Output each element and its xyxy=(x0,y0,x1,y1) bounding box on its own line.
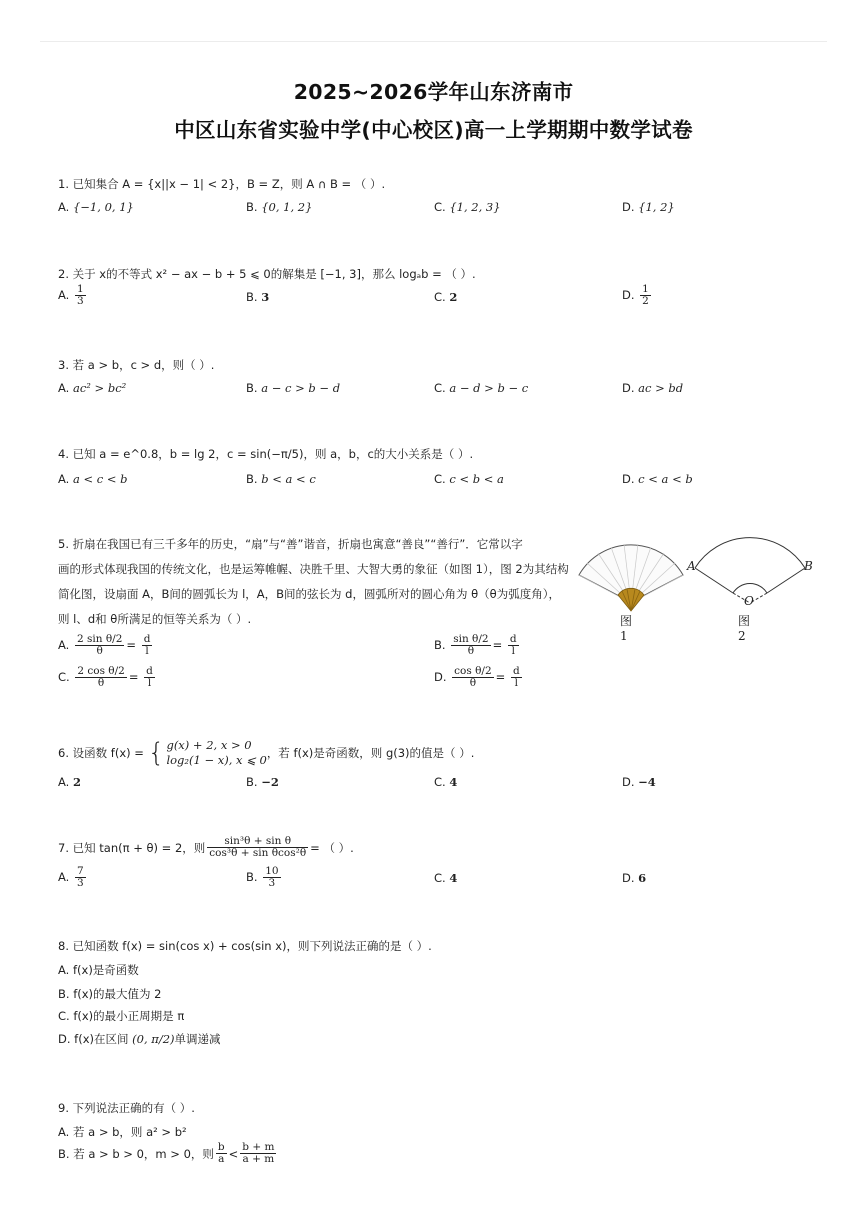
q9-option-b[interactable] xyxy=(58,1142,278,1165)
option-letter: B. xyxy=(246,472,258,486)
q8-option-a[interactable] xyxy=(58,962,139,978)
numerator: 2 sin θ/2 xyxy=(76,633,123,645)
option-text: 4 xyxy=(449,775,458,789)
option-text: 2 xyxy=(72,775,81,789)
q5-line: 画的形式体现我国的传统文化，也是运筹帷幄、决胜千里、大智大勇的象征（如图 1），图 2为其结构 xyxy=(58,562,569,576)
option-text: 若 a > b > 0，m > 0，则 xyxy=(73,1146,214,1161)
q5-line: 简化图，设扇面 A，B间的圆弧长为 l，A，B间的弦长为 d，圆弧所对的圆心角为 θ（θ为弧度角）， xyxy=(58,587,560,601)
option-text: f(x)是奇函数 xyxy=(72,963,139,977)
q2-option-d[interactable] xyxy=(622,284,653,307)
question-9-stem: 9. 下列说法正确的有（ ）. xyxy=(58,1101,195,1115)
option-letter: A. xyxy=(58,775,70,789)
q8-option-d[interactable] xyxy=(58,1031,221,1047)
q4-option-d[interactable] xyxy=(622,472,693,486)
option-text: c < a < b xyxy=(638,472,693,486)
denominator: θ xyxy=(467,645,475,658)
denominator: θ xyxy=(97,677,105,690)
q4-option-c[interactable] xyxy=(434,472,504,486)
q7-option-d[interactable] xyxy=(622,871,646,885)
option-letter: C. xyxy=(58,1009,70,1023)
q9-option-a[interactable] xyxy=(58,1124,187,1140)
q2-option-c[interactable] xyxy=(434,290,457,304)
option-text: {1, 2} xyxy=(638,200,675,214)
question-1-stem: 1. 已知集合 A = {x||x − 1| < 2}，B = Z，则 A ∩ B = （ ）. xyxy=(58,177,386,191)
option-text: 若 a > b，则 a² > b² xyxy=(72,1125,187,1139)
fraction xyxy=(508,634,519,657)
top-divider xyxy=(40,41,827,42)
q1-option-c[interactable] xyxy=(434,200,501,214)
option-letter: B. xyxy=(246,200,258,214)
fan-figure-1 xyxy=(579,544,683,611)
numerator: 1 xyxy=(76,283,84,295)
option-letter: B. xyxy=(434,638,446,653)
denominator: a + m xyxy=(242,1153,275,1166)
option-text: f(x)在区间 xyxy=(74,1032,129,1046)
numerator: d xyxy=(146,665,153,677)
q6-option-c[interactable] xyxy=(434,775,457,789)
numerator: sin θ/2 xyxy=(453,633,489,645)
q8-option-c[interactable] xyxy=(58,1008,184,1024)
option-text: −4 xyxy=(638,775,656,789)
interval: (0, π/2) xyxy=(132,1032,175,1046)
option-letter: C. xyxy=(434,290,446,304)
option-letter: D. xyxy=(622,775,635,789)
fraction xyxy=(142,634,153,657)
q6-option-b[interactable] xyxy=(246,775,279,789)
numerator: b xyxy=(217,1141,225,1153)
q2-option-a[interactable] xyxy=(58,284,88,307)
option-text: {0, 1, 2} xyxy=(261,200,313,214)
q6-option-a[interactable] xyxy=(58,775,81,789)
q5-option-d[interactable]: D. $\frac{\text{cos θ/2}}{\theta}$ = $\frac{d}{l}$ xyxy=(434,665,520,690)
denominator: l xyxy=(514,677,518,690)
numerator: d xyxy=(509,633,517,645)
option-text: ac² > bc² xyxy=(72,381,127,395)
option-text-suffix: 单调递减 xyxy=(174,1032,221,1046)
q3-option-d[interactable] xyxy=(622,381,683,395)
option-letter: A. xyxy=(58,472,70,486)
q7-stem-suffix: = （ ）. xyxy=(310,840,354,855)
q5-option-b[interactable]: B. $\frac{\text{sin θ/2}}{\theta}$ = $\frac{d}{l}$ xyxy=(434,633,517,658)
option-letter: C. xyxy=(434,871,446,885)
option-letter: D. xyxy=(622,381,635,395)
question-2-stem: 2. 关于 x的不等式 x² − ax − b + 5 ⩽ 0的解集是 [−1, 3]，那么 logₐb = （ ）. xyxy=(58,267,476,281)
q6-option-d[interactable] xyxy=(622,775,656,789)
option-letter: C. xyxy=(434,200,446,214)
option-letter: A. xyxy=(58,381,70,395)
option-letter: D. xyxy=(622,472,635,486)
denominator: 3 xyxy=(76,295,84,308)
q8-option-b[interactable] xyxy=(58,986,162,1002)
q3-option-a[interactable] xyxy=(58,381,126,395)
denominator: l xyxy=(145,645,149,658)
option-letter: D. xyxy=(622,288,635,303)
option-letter: A. xyxy=(58,638,70,653)
numerator: 2 cos θ/2 xyxy=(77,665,125,677)
question-8-stem: 8. 已知函数 f(x) = sin(cos x) + cos(sin x)，则下列说法正确的是（ ）. xyxy=(58,939,432,953)
q6-stem-prefix: 6. 设函数 f(x) = xyxy=(58,746,144,760)
option-letter: D. xyxy=(622,871,635,885)
option-text: 2 xyxy=(449,290,458,304)
option-letter: C. xyxy=(434,381,446,395)
numerator: d xyxy=(143,633,151,645)
option-letter: B. xyxy=(246,775,258,789)
q1-option-b[interactable] xyxy=(246,200,312,214)
case-1: g(x) + 2, x > 0 xyxy=(166,738,252,752)
numerator: d xyxy=(512,665,520,677)
denominator: θ xyxy=(469,677,477,690)
fraction xyxy=(511,666,522,689)
title-line-1: 2025~2026学年山东济南市 xyxy=(293,80,574,104)
q7-option-c[interactable] xyxy=(434,871,457,885)
question-4-stem: 4. 已知 a = e^0.8，b = lg 2，c = sin(−π/5)，则 a，b，c的大小关系是（ ）. xyxy=(58,447,474,461)
q2-option-b[interactable] xyxy=(246,290,269,304)
q6-stem-suffix: ，若 f(x)是奇函数，则 g(3)的值是（ ）. xyxy=(266,746,475,760)
fraction xyxy=(207,836,308,859)
option-text: b < a < c xyxy=(261,472,316,486)
denominator: 3 xyxy=(268,877,276,890)
option-letter: C. xyxy=(434,472,446,486)
option-letter: A. xyxy=(58,200,70,214)
less-than: < xyxy=(228,1146,239,1161)
case-2: log₂(1 − x), x ⩽ 0 xyxy=(166,753,267,767)
figure-1-caption: 图1 xyxy=(620,614,633,643)
fraction xyxy=(75,284,86,307)
option-text: a − c > b − d xyxy=(261,381,341,395)
numerator: sin³θ + sin θ xyxy=(207,836,308,848)
option-text: f(x)的最大值为 2 xyxy=(73,987,162,1001)
q1-option-d[interactable] xyxy=(622,200,675,214)
q7-option-a[interactable] xyxy=(58,866,88,889)
q5-option-c[interactable]: C. $\frac{\text{2 cos θ/2}}{\theta}$ = $\frac{d}{l}$ xyxy=(58,665,153,690)
question-7-stem xyxy=(58,836,354,859)
denominator: l xyxy=(511,645,515,658)
q5-option-a[interactable]: A. $\frac{\text{2 sin θ/2}}{\theta}$ = $\frac{d}{l}$ xyxy=(58,633,151,658)
numerator: cos θ/2 xyxy=(454,665,492,677)
option-text: f(x)的最小正周期是 π xyxy=(73,1009,185,1023)
brace: { xyxy=(147,738,165,768)
fraction xyxy=(263,866,280,889)
point-b-label: B xyxy=(804,559,813,573)
option-letter: B. xyxy=(58,987,70,1001)
option-text: {1, 2, 3} xyxy=(449,200,501,214)
q3-option-c[interactable] xyxy=(434,381,528,395)
figure-2-caption: 图2 xyxy=(738,614,751,643)
fraction xyxy=(240,1142,276,1165)
option-letter: C. xyxy=(58,670,70,685)
option-letter: A. xyxy=(58,870,70,885)
numerator: 10 xyxy=(265,865,279,877)
point-o-label: O xyxy=(744,594,754,608)
option-letter: D. xyxy=(622,200,635,214)
option-text: 3 xyxy=(261,290,270,304)
option-letter: D. xyxy=(434,670,447,685)
q4-option-b[interactable] xyxy=(246,472,316,486)
option-text: −2 xyxy=(261,775,279,789)
option-text: 6 xyxy=(638,871,647,885)
option-text: 4 xyxy=(449,871,458,885)
option-text: {−1, 0, 1} xyxy=(72,200,134,214)
denominator: 3 xyxy=(76,877,84,890)
point-a-label: A xyxy=(687,559,696,573)
q5-line: 5. 折扇在我国已有三千多年的历史，“扇”与“善”谐音，折扇也寓意“善良”“善行”．它常以字 xyxy=(58,537,523,551)
fraction xyxy=(451,634,490,657)
option-letter: A. xyxy=(58,288,70,303)
fraction xyxy=(452,666,493,689)
option-letter: B. xyxy=(58,1146,70,1161)
question-6-stem xyxy=(58,738,474,768)
option-letter: B. xyxy=(246,381,258,395)
option-text: a − d > b − c xyxy=(449,381,529,395)
q4-option-a[interactable] xyxy=(58,472,128,486)
folding-fan-illustration xyxy=(575,528,820,628)
denominator: cos³θ + sin θcos²θ xyxy=(209,847,307,860)
numerator: 1 xyxy=(642,283,649,295)
denominator: a xyxy=(218,1153,225,1166)
fraction xyxy=(640,284,651,307)
option-letter: C. xyxy=(434,775,446,789)
option-letter: B. xyxy=(246,870,258,885)
q1-option-a[interactable] xyxy=(58,200,134,214)
fraction xyxy=(75,866,86,889)
option-text: a < c < b xyxy=(72,472,128,486)
option-letter: B. xyxy=(246,290,258,304)
option-letter: A. xyxy=(58,1125,70,1139)
q5-line: 则 l、d和 θ所满足的恒等关系为（ ）. xyxy=(58,612,252,626)
piecewise-cases xyxy=(166,738,266,768)
q7-stem-prefix: 7. 已知 tan(π + θ) = 2，则 xyxy=(58,840,206,855)
q7-option-b[interactable] xyxy=(246,866,283,889)
denominator: l xyxy=(147,677,152,690)
denominator: θ xyxy=(96,645,103,658)
fraction xyxy=(216,1142,227,1165)
question-5-stem xyxy=(58,532,570,632)
q3-option-b[interactable] xyxy=(246,381,340,395)
question-3-stem: 3. 若 a > b，c > d，则（ ）. xyxy=(58,358,215,372)
fraction xyxy=(75,666,127,689)
numerator: b + m xyxy=(242,1141,275,1153)
title-line-2: 中区山东省实验中学(中心校区)高一上学期期中数学试卷 xyxy=(174,118,693,142)
option-letter: D. xyxy=(58,1032,71,1046)
option-letter: A. xyxy=(58,963,70,977)
denominator: 2 xyxy=(642,295,649,308)
option-text: c < b < a xyxy=(449,472,504,486)
numerator: 7 xyxy=(76,865,84,877)
option-text: ac > bd xyxy=(638,381,684,395)
fraction xyxy=(75,634,124,657)
fraction xyxy=(144,666,155,689)
